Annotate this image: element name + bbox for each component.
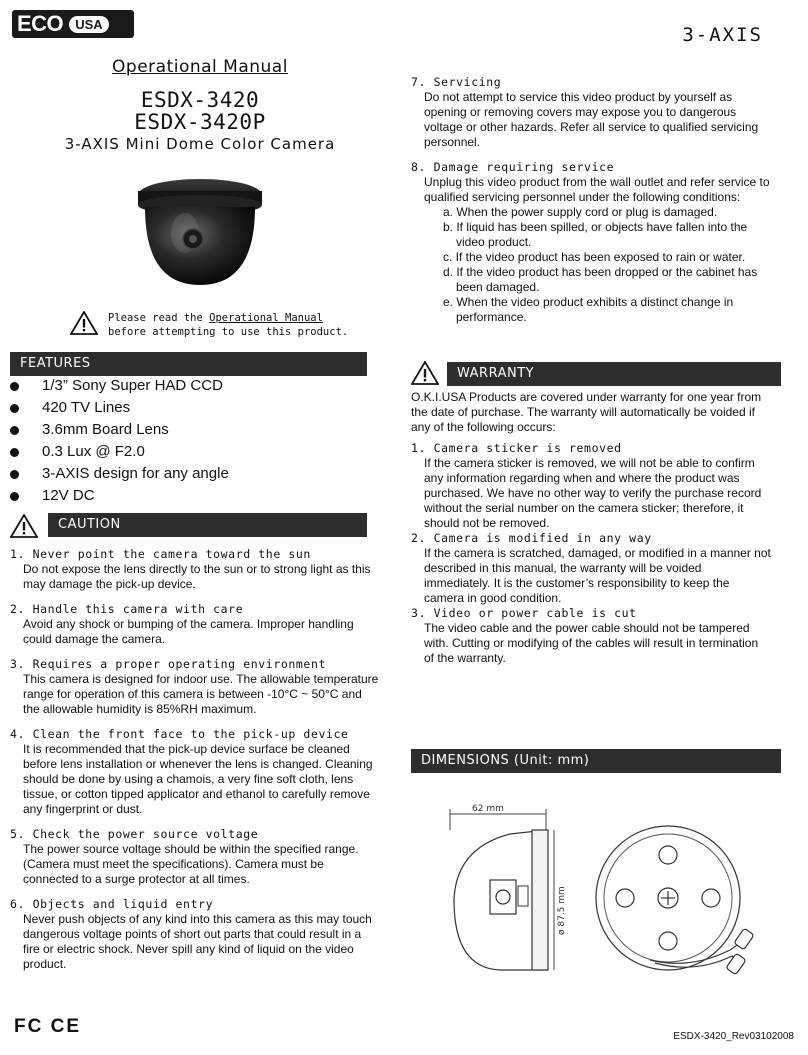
warranty-intro: O.K.I.USA Products are covered under warranty for one year from the date of purchase. The warranty will automatically be voided if any of the following occurs: bbox=[411, 390, 762, 434]
model-name-1: ESDX-3420 bbox=[140, 88, 260, 112]
caution-heading: CAUTION bbox=[48, 513, 367, 537]
caution-sections bbox=[10, 547, 380, 972]
feature-item: 420 TV Lines bbox=[10, 397, 229, 419]
brand-logo bbox=[12, 10, 134, 38]
feature-item: 3.6mm Board Lens bbox=[10, 419, 229, 441]
logo-brand: ECO bbox=[17, 11, 64, 36]
warranty-item: 3. Video or power cable is cut The video cable and the power cable should not be tampered with. Cutting or modifying of the cables will result in termination of the warranty. bbox=[411, 606, 759, 665]
warning-icon bbox=[70, 311, 98, 335]
features-list bbox=[10, 375, 229, 507]
damage-item: a. When the power supply cord or plug is damaged. bbox=[443, 205, 718, 219]
caution-warning-icon bbox=[10, 514, 38, 538]
damage-item: c. If the video product has been exposed to rain or water. bbox=[443, 250, 746, 264]
damage-section: 8. Damage requiring service Unplug this video product from the wall outlet and refer service to qualified servicing personnel under the following conditions: a. When the power supply cord or plug is damaged. b. If liquid has been spilled, or objects have fallen into the video product. c. If the video product has been exposed to rain or water. d. If the video product has been dropped or the cabinet has been damaged. e. When the video product exhibits a distinct change in performance. bbox=[411, 160, 770, 324]
model-name-2: ESDX-3420P bbox=[134, 110, 266, 134]
notice-manual-link: Operational Manual bbox=[209, 312, 323, 324]
servicing-section: 7. Servicing Do not attempt to service this video product by yourself as opening or removing covers may expose you to dangerous voltage or other hazards. Refer all service to qualified servicing personnel. bbox=[411, 75, 759, 149]
warranty-warning-icon bbox=[411, 361, 439, 385]
damage-item: e. When the video product exhibits a distinct change in performance. bbox=[443, 295, 734, 324]
caution-item: 6. Objects and liquid entry Never push objects of any kind into this camera as this may touch dangerous voltage points of short out parts that could result in a fire or electric shock. Never spill any kind of liquid on the video product. bbox=[10, 897, 372, 971]
notice-text-line2: before attempting to use this product. bbox=[108, 326, 349, 338]
dimensions-diagram bbox=[440, 800, 780, 980]
warranty-item: 1. Camera sticker is removed If the camera sticker is removed, we will not be able to confirm any information regarding when and where the product was purchased. We have no other way to verify the purchase record without the serial number on the camera sticker; therefore, it should not be removed. bbox=[411, 441, 762, 530]
feature-item: 12V DC bbox=[10, 485, 229, 507]
read-manual-notice bbox=[70, 311, 348, 339]
width-dim-label: 62 mm bbox=[472, 804, 504, 814]
warranty-content bbox=[411, 390, 771, 666]
service-sections bbox=[411, 75, 771, 325]
feature-item: 0.3 Lux @ F2.0 bbox=[10, 441, 229, 463]
dimensions-heading: DIMENSIONS (Unit: mm) bbox=[411, 749, 781, 773]
caution-item: 1. Never point the camera toward the sun Do not expose the lens directly to the sun or to strong light as this may damage the pick-up device. bbox=[10, 547, 371, 591]
features-heading: FEATURES bbox=[10, 352, 367, 376]
axis-tag: 3-AXIS bbox=[682, 24, 763, 46]
damage-item: b. If liquid has been spilled, or objects have fallen into the video product. bbox=[443, 220, 748, 249]
revision-code: ESDX-3420_Rev03102008 bbox=[673, 1031, 794, 1042]
manual-title: Operational Manual bbox=[112, 57, 288, 77]
feature-item: 1/3” Sony Super HAD CCD bbox=[10, 375, 229, 397]
logo-region: USA bbox=[69, 16, 108, 33]
dome-camera-image bbox=[133, 173, 268, 293]
warranty-heading: WARRANTY bbox=[447, 362, 781, 386]
certification-marks: FC CE bbox=[14, 1016, 81, 1037]
diameter-dim-label: ø 87.5 mm bbox=[557, 886, 567, 935]
notice-text-pre: Please read the bbox=[108, 312, 210, 324]
caution-item: 4. Clean the front face to the pick-up device It is recommended that the pick-up device surface be cleaned before lens installation or whenever the lens is changed. Cleaning should be done by using a chamois, a very fine soft cloth, lens tissue, or cotton tipped applicator and ethanol to carefully remove any fingerprint or dust. bbox=[10, 727, 373, 816]
product-subtitle: 3-AXIS Mini Dome Color Camera bbox=[64, 135, 336, 153]
feature-item: 3-AXIS design for any angle bbox=[10, 463, 229, 485]
caution-item: 3. Requires a proper operating environment This camera is designed for indoor use. The allowable temperature range for operation of this camera is between -10°C ~ 50°C and the allowable humidity is 85%RH maximum. bbox=[10, 657, 379, 716]
caution-item: 2. Handle this camera with care Avoid any shock or bumping of the camera. Improper handling could damage the camera. bbox=[10, 602, 354, 646]
damage-item: d. If the video product has been dropped or the cabinet has been damaged. bbox=[443, 265, 758, 294]
caution-item: 5. Check the power source voltage The power source voltage should be within the specified range. (Camera must meet the specifications). Camera must be connected to a surge protector at all times. bbox=[10, 827, 359, 886]
warranty-item: 2. Camera is modified in any way If the camera is scratched, damaged, or modified in a manner not described in this manual, the warranty will be voided immediately. It is the customer’s responsibility to keep the camera in good condition. bbox=[411, 531, 771, 605]
